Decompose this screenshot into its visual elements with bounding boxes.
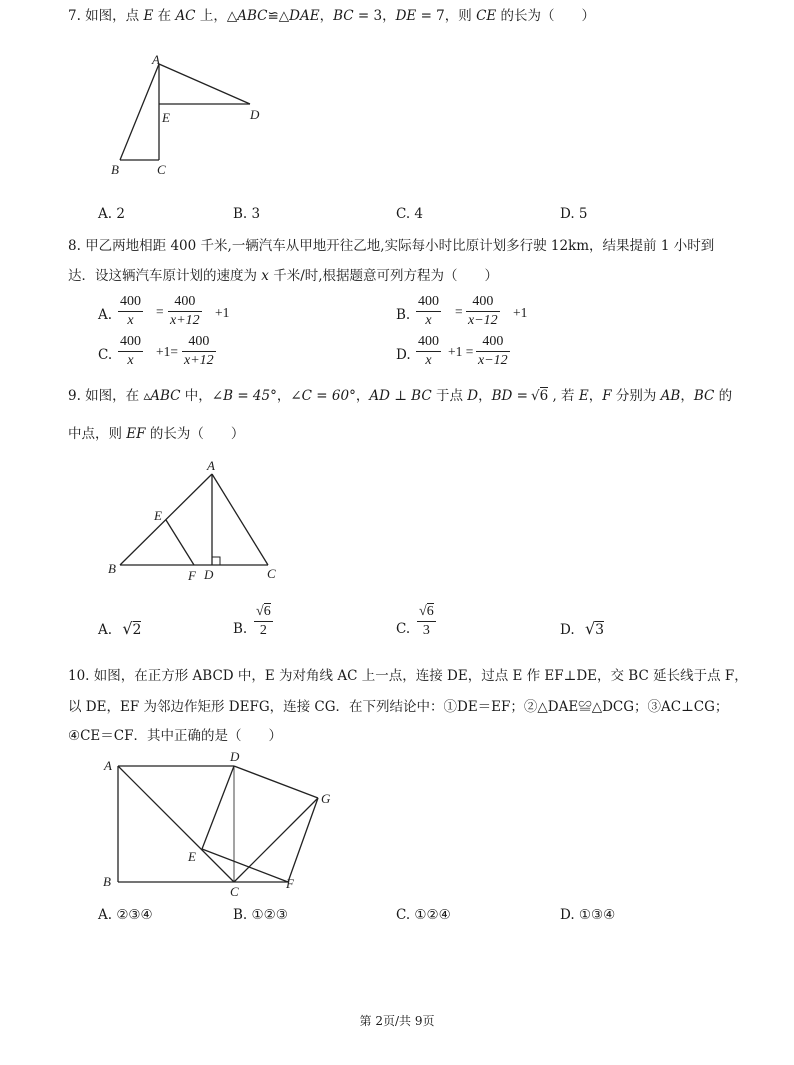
q8-option-a-eq: =	[156, 304, 164, 319]
q10-label-g: G	[321, 791, 331, 806]
q7-label-e: E	[162, 110, 170, 125]
q8-option-d-fraction-2: 400 x−12	[478, 334, 508, 368]
q8-option-c-label: C.	[98, 347, 113, 363]
q9-segment-ac	[212, 474, 268, 565]
question-8-line-1: 8. 甲乙两地相距 400 千米,一辆汽车从甲地开往乙地,实际每小时比原计划多行驶 12km，结果提前 1 小时到	[68, 238, 715, 254]
q7-segment-ab	[120, 64, 159, 160]
q10-segment-gd	[234, 766, 318, 798]
q9-option-c-label: C.	[396, 621, 411, 637]
q10-diagonal-ac	[118, 766, 234, 882]
q8-option-d-mid: +1 =	[448, 344, 474, 359]
q10-label-f: F	[286, 876, 294, 891]
q8-option-b-eq: =	[455, 304, 463, 319]
page-footer: 第 2页/共 9页	[359, 1014, 435, 1028]
q7-label-b: B	[111, 162, 119, 177]
question-10-line-1: 10. 如图，在正方形 ABCD 中，E 为对角线 AC 上一点，连接 DE，过点 E 作 EF⊥DE，交 BC 延长线于点 F，	[68, 668, 748, 684]
q10-label-e: E	[188, 849, 196, 864]
q9-option-c-fraction: √6 3	[419, 604, 434, 638]
q10-option-a[interactable]: A. ②③④	[98, 907, 153, 923]
q10-option-b[interactable]: B. ①②③	[233, 907, 288, 923]
q10-option-c[interactable]: C. ①②④	[396, 907, 451, 923]
q8-option-a-tail: +1	[215, 305, 230, 320]
question-8-line-2: 达．设这辆汽车原计划的速度为 x 千米/时,根据题意可列方程为（ ）	[68, 268, 499, 284]
q8-option-c-fraction-1: 400 x	[120, 334, 141, 368]
q9-option-b-fraction: √6 2	[256, 604, 271, 638]
q8-option-b-tail: +1	[513, 305, 528, 320]
q9-option-a[interactable]: A. √2	[98, 619, 142, 638]
q8-option-a-fraction-1: 400 x	[120, 294, 141, 328]
q8-option-b-label: B.	[396, 307, 411, 323]
q8-option-b-fraction-2: 400 x−12	[468, 294, 498, 328]
q10-label-d: D	[230, 749, 240, 764]
q9-segment-ab	[120, 474, 212, 565]
q8-option-c-fraction-2: 400 x+12	[184, 334, 214, 368]
q10-figure	[100, 748, 340, 900]
question-10-line-3: ④CE＝CF．其中正确的是（ ）	[68, 728, 282, 744]
q8-option-c-mid: +1=	[156, 344, 178, 359]
q8-option-b-fraction-1: 400 x	[418, 294, 439, 328]
q9-option-b-label: B.	[233, 621, 248, 637]
q7-option-a[interactable]: A. 2	[98, 206, 125, 222]
q9-right-angle-mark	[212, 557, 220, 565]
q10-label-a: A	[104, 758, 112, 773]
q10-label-b: B	[103, 874, 111, 889]
q8-option-a-label: A.	[98, 307, 113, 323]
q10-label-c: C	[230, 884, 239, 899]
q10-option-d[interactable]: D. ①③④	[560, 907, 616, 923]
q7-label-a: A	[152, 52, 160, 67]
q7-option-d[interactable]: D. 5	[560, 206, 588, 222]
q7-label-c: C	[157, 162, 166, 177]
q7-option-b[interactable]: B. 3	[233, 206, 261, 222]
q7-figure	[100, 48, 280, 180]
q10-segment-fg	[288, 798, 318, 882]
q7-segment-ad	[159, 64, 250, 104]
q9-label-e: E	[154, 508, 162, 523]
q9-label-c: C	[267, 566, 276, 581]
q9-figure	[100, 452, 300, 587]
question-9-line-2: 中点，则 EF 的长为（ ）	[68, 426, 245, 442]
q10-segment-ef	[202, 849, 288, 882]
q8-option-a-fraction-2: 400 x+12	[170, 294, 200, 328]
q8-option-d-fraction-1: 400 x	[418, 334, 439, 368]
q9-label-f: F	[188, 568, 196, 583]
q9-option-d[interactable]: D. √3	[560, 619, 605, 638]
question-9-line-1: 9. 如图，在 ▵ABC 中，∠B = 45°，∠C = 60°，AD ⊥ BC 于点 D，BD = √6 , 若 E，F 分别为 AB，BC 的	[68, 388, 733, 404]
q7-label-d: D	[250, 107, 260, 122]
q9-segment-ef	[166, 520, 194, 565]
q7-option-c[interactable]: C. 4	[396, 206, 424, 222]
q9-label-a: A	[207, 458, 215, 473]
question-10-line-2: 以 DE，EF 为邻边作矩形 DEFG，连接 CG．在下列结论中：①DE＝EF；②△DAE≌△DCG；③AC⊥CG；	[68, 699, 729, 715]
question-7-stem: 7. 如图，点 E 在 AC 上，△ABC≌△DAE，BC = 3，DE = 7，则 CE 的长为（ ）	[68, 8, 596, 24]
q9-label-d: D	[204, 567, 214, 582]
q10-segment-cg	[234, 798, 318, 882]
q8-option-d-label: D.	[396, 347, 411, 363]
q9-label-b: B	[108, 561, 116, 576]
q10-segment-de	[202, 766, 234, 849]
